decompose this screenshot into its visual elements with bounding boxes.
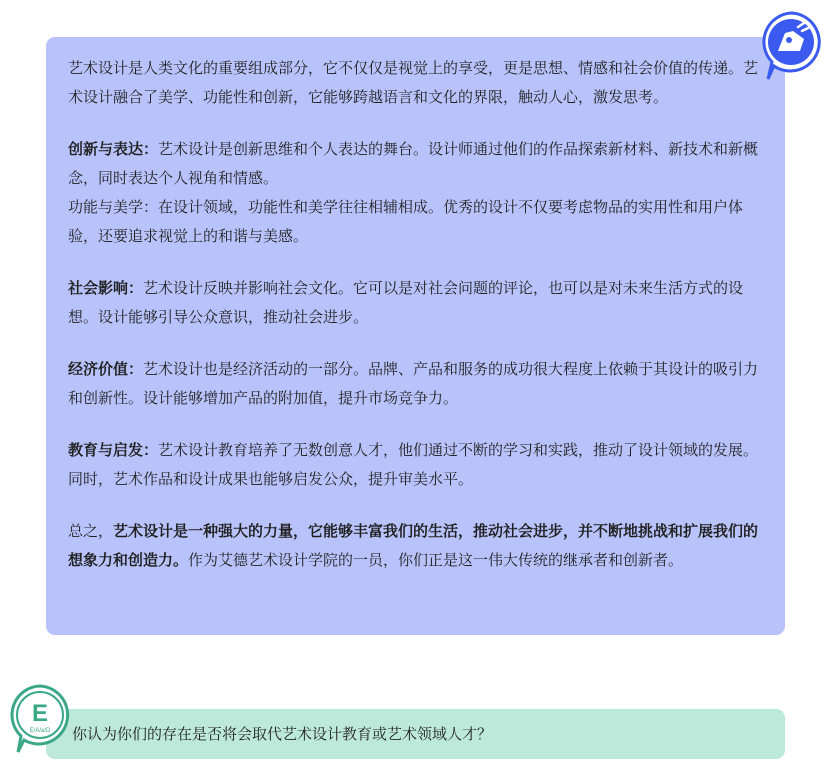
eaad-logo-icon [8,683,72,755]
conclusion-bold: 艺术设计是一种强大的力量，它能够丰富我们的生活，推动社会进步，并不断地挑战和扩展我们的想象力和创造力。 [68,522,759,569]
conclusion-prefix: 总之， [68,522,114,540]
section-text: 艺术设计也是经济活动的一部分。品牌、产品和服务的成功很大程度上依赖于其设计的吸引力和创新性。设计能够增加产品的附加值，提升市场竞争力。 [68,360,759,407]
ai-conclusion-paragraph [68,517,763,575]
ai-section-function [68,193,763,251]
avatar-letter: E [31,700,49,727]
ai-section-education [68,436,763,494]
ai-section-social [68,274,763,332]
section-text: 艺术设计反映并影响社会文化。它可以是对社会问题的评论，也可以是对未来生活方式的设想。设计能够引导公众意识，推动社会进步。 [68,279,744,326]
ai-intro-paragraph: 艺术设计是人类文化的重要组成部分，它不仅仅是视觉上的享受，更是思想、情感和社会价值的传递。艺术设计融合了美学、功能性和创新，它能够跨越语言和文化的界限，触动人心，激发思考。 [68,59,759,106]
ai-message-bubble [46,37,785,635]
section-title: 功能与美学： [68,198,159,216]
section-title: 创新与表达： [68,140,159,158]
section-title: 社会影响： [68,279,144,297]
user-message-text: 你认为你们的存在是否将会取代艺术设计教育或艺术领域人才？ [72,725,493,743]
ai-section-economy [68,355,763,413]
ai-section-innovation [68,135,763,193]
section-text: 在设计领域，功能性和美学往往相辅相成。优秀的设计不仅要考虑物品的实用性和用户体验，还要追求视觉上的和谐与美感。 [68,198,744,245]
section-text: 艺术设计是创新思维和个人表达的舞台。设计师通过他们的作品探索新材料、新技术和新概念，同时表达个人视角和情感。 [68,140,759,187]
section-text: 艺术设计教育培养了无数创意人才，他们通过不断的学习和实践，推动了设计领域的发展。同时，艺术作品和设计成果也能够启发公众，提升审美水平。 [68,441,759,488]
conclusion-suffix: 作为艾德艺术设计学院的一员，你们正是这一伟大传统的继承者和创新者。 [188,551,684,569]
section-title: 经济价值： [68,360,144,378]
user-message-bubble [46,709,785,759]
bot-chat-icon [760,11,822,83]
avatar-caption: E/A/a/D [29,728,51,734]
section-title: 教育与启发： [68,441,159,459]
